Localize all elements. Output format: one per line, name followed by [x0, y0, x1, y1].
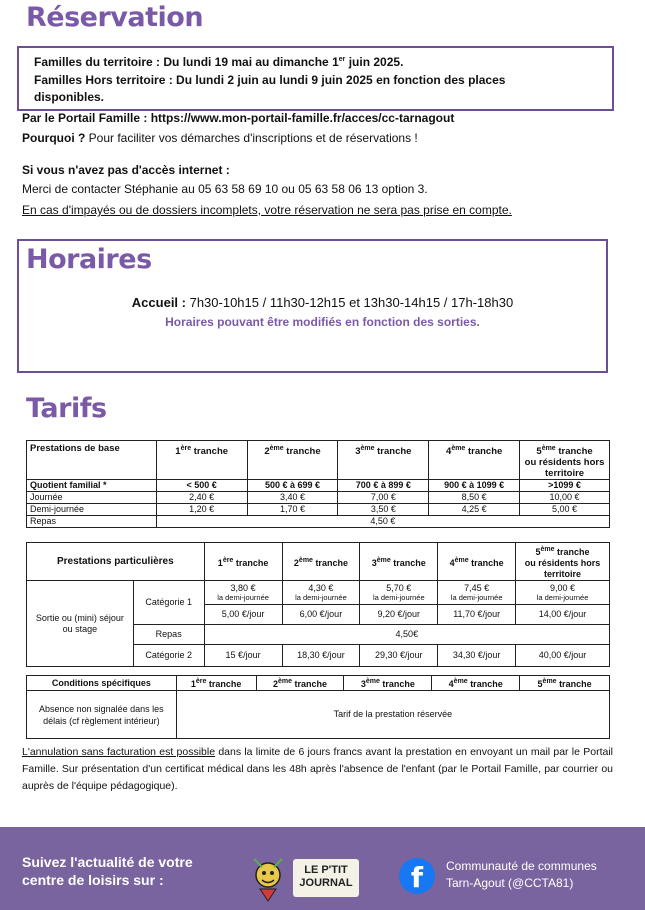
qf-value: 700 € à 899 €: [338, 480, 429, 492]
mascot-icon: [246, 853, 296, 903]
base-tranche-1: 1ère tranche: [156, 441, 247, 480]
table-row: [27, 504, 610, 516]
journee-value: 2,40 €: [156, 492, 247, 504]
cat1-demi: 5,70 € la demi-journée: [360, 581, 438, 605]
part-header-label: Prestations particulières: [27, 543, 205, 581]
journee-value: 8,50 €: [429, 492, 520, 504]
journee-value: 3,40 €: [247, 492, 338, 504]
reservation-dates-box: [17, 46, 614, 111]
accueil-hours: Accueil : 7h30-10h15 / 11h30-12h15 et 13h30-14h15 / 17h-18h30: [131, 295, 514, 310]
demi-value: 1,20 €: [156, 504, 247, 516]
warning-text: En cas d'impayés ou de dossiers incomplets, votre réservation ne sera pas prise en compte.: [22, 203, 512, 217]
cond-tranche-1: 1ère tranche: [176, 676, 256, 691]
annulation-paragraph: L'annulation sans facturation est possible dans la limite de 6 jours francs avant la prestation en envoyant un mail par le Portail Famille. Sur présentation d'un certificat médical dans les 48h après l'absence de l'enfant (par le Portail Famille, par courrier ou auprès de l'équipe pédagogique).: [22, 746, 613, 792]
table-row: [27, 441, 610, 480]
part-repas-value: 4,50€: [204, 625, 609, 645]
part-tranche-4: 4ème tranche: [438, 543, 516, 581]
cat2-jour: 29,30 €/jour: [360, 645, 438, 667]
base-tranche-5: 5ème tranche ou résidents hors territoire: [520, 441, 610, 480]
qf-value: 900 € à 1099 €: [429, 480, 520, 492]
ptit-journal-logo[interactable]: [246, 853, 364, 903]
part-tranche-1: 1ère tranche: [204, 543, 282, 581]
demi-value: 4,25 €: [429, 504, 520, 516]
follow-line-1: Suivez l'actualité de votre: [22, 854, 193, 870]
absence-value: Tarif de la prestation réservée: [176, 691, 609, 739]
conditions-header-label: Conditions spécifiques: [27, 676, 177, 691]
conditions-table: [26, 675, 610, 739]
cat2-jour: 18,30 €/jour: [282, 645, 360, 667]
journee-label: Journée: [27, 492, 157, 504]
contact-text: Merci de contacter Stéphanie au 05 63 58 69 10 ou 05 63 58 06 13 option 3.: [22, 182, 428, 196]
table-row: [27, 691, 610, 739]
dates-hors-territoire: Familles Hors territoire : Du lundi 2 juin au lundi 9 juin 2025 en fonction des places: [34, 73, 506, 87]
journee-value: 10,00 €: [520, 492, 610, 504]
table-row: [27, 516, 610, 528]
cond-tranche-4: 4ème tranche: [432, 676, 520, 691]
demi-value: 3,50 €: [338, 504, 429, 516]
cat2-jour: 15 €/jour: [204, 645, 282, 667]
demi-label: Demi-journée: [27, 504, 157, 516]
base-tranche-3: 3ème tranche: [338, 441, 429, 480]
table-row: [27, 581, 610, 605]
community-line-2: Tarn-Agout (@CCTA81): [446, 876, 574, 890]
demi-value: 5,00 €: [520, 504, 610, 516]
cat1-jour: 6,00 €/jour: [282, 605, 360, 625]
demi-value: 1,70 €: [247, 504, 338, 516]
cat1-demi: 9,00 € la demi-journée: [516, 581, 610, 605]
cat2-jour: 34,30 €/jour: [438, 645, 516, 667]
journee-value: 7,00 €: [338, 492, 429, 504]
repas-label: Repas: [27, 516, 157, 528]
horaires-title: Horaires: [26, 244, 152, 275]
cat1-label: Catégorie 1: [133, 581, 204, 625]
qf-value: < 500 €: [156, 480, 247, 492]
table-row: [27, 492, 610, 504]
part-tranche-2: 2ème tranche: [282, 543, 360, 581]
cat2-label: Catégorie 2: [133, 645, 204, 667]
cond-tranche-5: 5ème tranche: [520, 676, 610, 691]
cat2-jour: 40,00 €/jour: [516, 645, 610, 667]
sortie-group-label: Sortie ou (mini) séjour ou stage: [27, 581, 134, 667]
no-internet-title: Si vous n'avez pas d'accès internet :: [22, 163, 230, 177]
cat1-demi: 4,30 € la demi-journée: [282, 581, 360, 605]
cond-tranche-2: 2ème tranche: [256, 676, 344, 691]
logo-text: LE P'TIT JOURNAL: [293, 859, 359, 897]
footer: [0, 827, 645, 910]
cat1-jour: 14,00 €/jour: [516, 605, 610, 625]
cat1-jour: 5,00 €/jour: [204, 605, 282, 625]
table-row: [27, 676, 610, 691]
cond-tranche-3: 3ème tranche: [344, 676, 432, 691]
tarifs-title: Tarifs: [26, 393, 107, 424]
horaires-note: Horaires pouvant être modifiés en fonction des sorties.: [165, 315, 480, 329]
dates-territoire: Familles du territoire : Du lundi 19 mai au dimanche 1er juin 2025.: [34, 55, 404, 69]
repas-value: 4,50 €: [156, 516, 609, 528]
portal-link[interactable]: Par le Portail Famille : https://www.mon-portail-famille.fr/acces/cc-tarnagout: [22, 111, 455, 125]
qf-label: Quotient familial *: [27, 480, 157, 492]
part-repas-label: Repas: [133, 625, 204, 645]
cat1-jour: 9,20 €/jour: [360, 605, 438, 625]
base-tranche-2: 2ème tranche: [247, 441, 338, 480]
tarifs-particulieres-table: [26, 542, 610, 667]
cat1-demi: 7,45 € la demi-journée: [438, 581, 516, 605]
part-tranche-3: 3ème tranche: [360, 543, 438, 581]
follow-line-2: centre de loisirs sur :: [22, 872, 164, 888]
why-line: Pourquoi ? Pour faciliter vos démarches d'inscriptions et de réservations !: [22, 131, 418, 145]
facebook-icon[interactable]: f: [399, 858, 435, 894]
table-row: [27, 480, 610, 492]
table-row: [27, 543, 610, 581]
cat1-demi: 3,80 € la demi-journée: [204, 581, 282, 605]
cat1-jour: 11,70 €/jour: [438, 605, 516, 625]
base-tranche-4: 4ème tranche: [429, 441, 520, 480]
dates-hors-territoire-suite: disponibles.: [34, 90, 105, 104]
community-line-1: Communauté de communes: [446, 859, 597, 873]
base-header-label: Prestations de base: [27, 441, 157, 480]
reservation-title: Réservation: [26, 2, 204, 33]
tarifs-base-table: [26, 440, 610, 528]
qf-value: >1099 €: [520, 480, 610, 492]
absence-label: Absence non signalée dans les délais (cf règlement intérieur): [27, 691, 177, 739]
part-tranche-5: 5ème tranche ou résidents hors territoire: [516, 543, 610, 581]
qf-value: 500 € à 699 €: [247, 480, 338, 492]
